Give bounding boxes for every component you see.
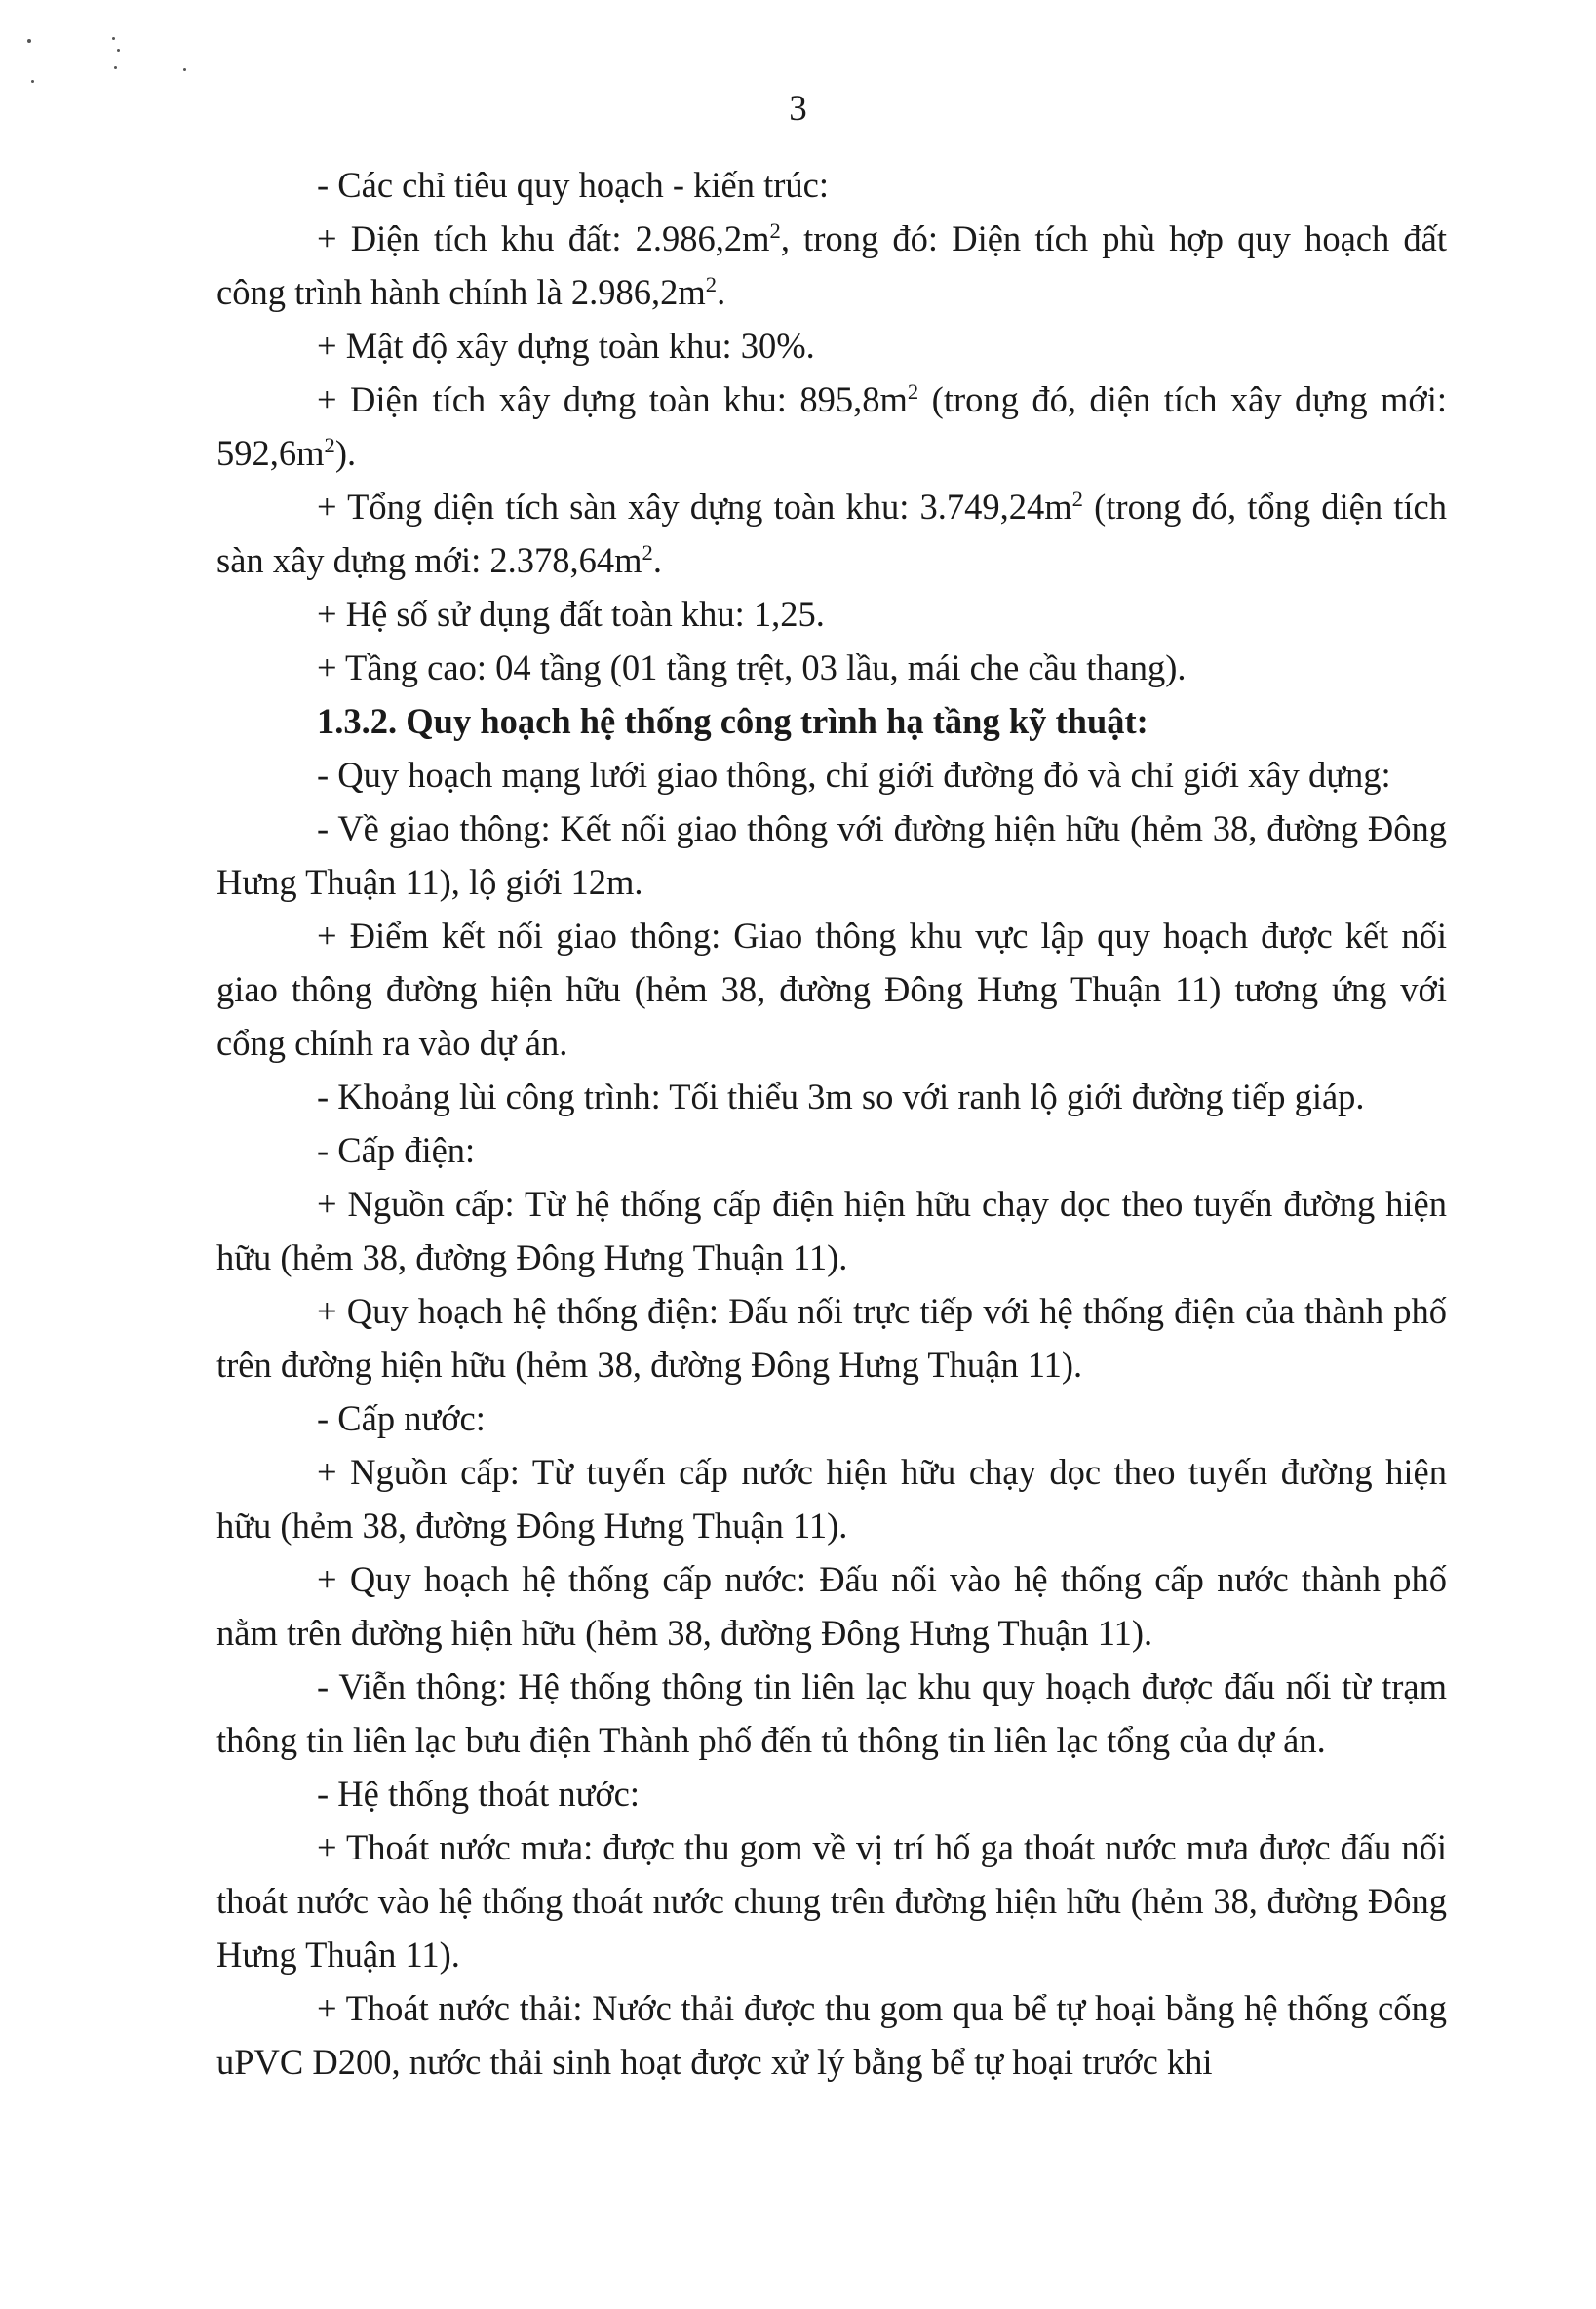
scan-speck (183, 68, 186, 71)
paragraph-wastewater: + Thoát nước thải: Nước thải được thu gom qua bể tự hoại bằng hệ thống cống uPVC D200, nước thải sinh hoạt được xử lý bằng bể tự hoại trước khi (216, 1988, 1447, 2082)
paragraph-rainwater: + Thoát nước mưa: được thu gom về vị trí hố ga thoát nước mưa được đấu nối thoát nước vào hệ thống thoát nước chung trên đường hiện hữu (hẻm 38, đường Đông Hưng Thuận 11). (216, 1827, 1447, 1975)
scan-speck (114, 66, 117, 69)
paragraph-telecom: - Viễn thông: Hệ thống thông tin liên lạc khu quy hoạch được đấu nối từ trạm thông tin liên lạc bưu điện Thành phố đến tủ thông tin liên lạc tổng của dự án. (216, 1666, 1447, 1760)
paragraph-traffic-connection: + Điểm kết nối giao thông: Giao thông khu vực lập quy hoạch được kết nối giao thông đường hiện hữu (hẻm 38, đường Đông Hưng Thuận 11) tương ứng với cổng chính ra vào dự án. (216, 916, 1447, 1063)
scan-speck (117, 49, 120, 52)
paragraph-floor-count: + Tầng cao: 04 tầng (01 tầng trệt, 03 lầu, mái che cầu thang). (317, 647, 1187, 687)
paragraph-building-density: + Mật độ xây dựng toàn khu: 30%. (317, 326, 815, 366)
document-body (216, 158, 1447, 2089)
paragraph-drainage: - Hệ thống thoát nước: (317, 1774, 641, 1814)
paragraph-water-source: + Nguồn cấp: Từ tuyến cấp nước hiện hữu chạy dọc theo tuyến đường hiện hữu (hẻm 38, đường Đông Hưng Thuận 11). (216, 1452, 1447, 1546)
paragraph-power-supply: - Cấp điện: (317, 1130, 476, 1170)
paragraph-land-area: + Diện tích khu đất: $2.986,2m^2$, trong đó: Diện tích phù hợp quy hoạch đất công trình hành chính là $2.986,2m^2$. (216, 217, 1448, 312)
section-heading: 1.3.2. Quy hoạch hệ thống công trình hạ tầng kỹ thuật: (317, 701, 1148, 741)
paragraph-floor-area: + Tổng diện tích sàn xây dựng toàn khu: $3.749,24m^2$ (trong đó, tổng diện tích sàn xây dựng mới: $2.378,64m^2$. (216, 486, 1448, 580)
paragraph-power-planning: + Quy hoạch hệ thống điện: Đấu nối trực tiếp với hệ thống điện của thành phố trên đường hiện hữu (hẻm 38, đường Đông Hưng Thuận 11). (216, 1291, 1447, 1385)
scan-speck (31, 80, 34, 83)
paragraph-traffic-planning: - Quy hoạch mạng lưới giao thông, chỉ giới đường đỏ và chỉ giới xây dựng: (317, 755, 1391, 795)
paragraph-planning-indicators: - Các chỉ tiêu quy hoạch - kiến trúc: (317, 165, 830, 205)
paragraph-power-source: + Nguồn cấp: Từ hệ thống cấp điện hiện hữu chạy dọc theo tuyến đường hiện hữu (hẻm 38, đường Đông Hưng Thuận 11). (216, 1184, 1447, 1277)
paragraph-water-planning: + Quy hoạch hệ thống cấp nước: Đấu nối vào hệ thống cấp nước thành phố nằm trên đường hiện hữu (hẻm 38, đường Đông Hưng Thuận 11). (216, 1559, 1447, 1653)
paragraph-setback: - Khoảng lùi công trình: Tối thiểu 3m so với ranh lộ giới đường tiếp giáp. (317, 1076, 1365, 1116)
scan-speck (112, 37, 115, 40)
paragraph-traffic: - Về giao thông: Kết nối giao thông với đường hiện hữu (hẻm 38, đường Đông Hưng Thuận 11), lộ giới 12m. (216, 808, 1447, 902)
page-number: 3 (789, 89, 807, 129)
scan-speck (27, 39, 31, 43)
paragraph-land-use-coefficient: + Hệ số sử dụng đất toàn khu: 1,25. (317, 594, 825, 634)
paragraph-construction-area: + Diện tích xây dựng toàn khu: $895,8m^2$ (trong đó, diện tích xây dựng mới: $592,6m^2$). (216, 378, 1448, 473)
paragraph-water-supply: - Cấp nước: (317, 1398, 486, 1438)
